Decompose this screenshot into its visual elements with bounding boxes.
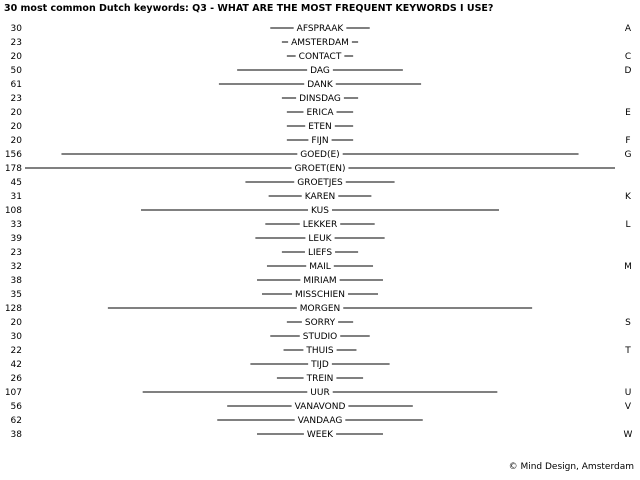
index-letter: F (625, 136, 631, 146)
count-label: 107 (4, 388, 22, 398)
keyword-label: VANDAAG (297, 416, 343, 426)
count-label: 45 (10, 178, 22, 188)
count-label: 56 (10, 402, 22, 412)
keyword-label: LIEFS (307, 248, 333, 258)
keyword-label: AMSTERDAM (291, 38, 349, 48)
keyword-label: THUIS (306, 346, 334, 356)
count-label: 30 (10, 24, 22, 34)
index-letter: E (625, 108, 631, 118)
keyword-label: VANAVOND (294, 402, 346, 412)
count-label: 22 (10, 346, 22, 356)
count-label: 50 (10, 66, 22, 76)
keyword-label: DANK (307, 80, 333, 90)
keyword-label: GOED(E) (300, 150, 340, 160)
count-label: 178 (4, 164, 22, 174)
chart-title: 30 most common Dutch keywords: Q3 - WHAT ARE THE MOST FREQUENT KEYWORDS I USE? (4, 3, 494, 14)
keyword-label: DINSDAG (299, 94, 341, 104)
keyword-label: MORGEN (299, 304, 341, 314)
keyword-label: MIRIAM (303, 276, 337, 286)
keyword-label: KUS (311, 206, 329, 216)
count-label: 20 (10, 108, 22, 118)
count-label: 156 (4, 150, 22, 160)
count-label: 39 (10, 234, 22, 244)
keyword-label: ERICA (306, 108, 334, 118)
index-letter: G (624, 150, 632, 160)
count-label: 20 (10, 122, 22, 132)
index-letter: S (625, 318, 631, 328)
keyword-label: STUDIO (302, 332, 338, 342)
keyword-label: LEUK (308, 234, 332, 244)
keyword-label: AFSPRAAK (296, 24, 344, 34)
keyword-label: LEKKER (302, 220, 338, 230)
index-letter: K (625, 192, 631, 202)
count-label: 128 (4, 304, 22, 314)
keyword-label: DAG (310, 66, 330, 76)
index-letter: U (624, 388, 632, 398)
keyword-label: GROETJES (297, 178, 343, 188)
count-label: 38 (10, 430, 22, 440)
copyright-footer: © Mind Design, Amsterdam (508, 462, 634, 472)
index-letter: V (624, 402, 632, 412)
count-label: 20 (10, 52, 22, 62)
count-label: 33 (10, 220, 22, 230)
keyword-label: MISSCHIEN (295, 290, 345, 300)
count-label: 35 (10, 290, 22, 300)
count-label: 20 (10, 318, 22, 328)
keyword-label: TIJD (311, 360, 329, 370)
keyword-label: MAIL (309, 262, 331, 272)
index-letter: L (625, 220, 631, 230)
count-label: 23 (10, 94, 22, 104)
index-letter: A (624, 24, 632, 34)
count-label: 108 (4, 206, 22, 216)
count-label: 23 (10, 38, 22, 48)
count-label: 26 (10, 374, 22, 384)
keyword-label: ETEN (308, 122, 332, 132)
count-label: 23 (10, 248, 22, 258)
count-label: 42 (10, 360, 22, 370)
count-label: 31 (10, 192, 22, 202)
index-letter: M (624, 262, 632, 272)
index-letter: W (623, 430, 633, 440)
count-label: 20 (10, 136, 22, 146)
keyword-label: GROET(EN) (294, 164, 346, 174)
index-letter: D (624, 66, 632, 76)
count-label: 62 (10, 416, 22, 426)
keyword-label: CONTACT (298, 52, 342, 62)
index-letter: C (624, 52, 632, 62)
keyword-label: WEEK (306, 430, 334, 440)
keyword-label: FIJN (311, 136, 329, 146)
count-label: 32 (10, 262, 22, 272)
keyword-label: UUR (310, 388, 330, 398)
keyword-label: KAREN (304, 192, 336, 202)
count-label: 38 (10, 276, 22, 286)
keyword-label: SORRY (304, 318, 336, 328)
count-label: 30 (10, 332, 22, 342)
keyword-label: TREIN (306, 374, 334, 384)
count-label: 61 (10, 80, 22, 90)
index-letter: T (625, 346, 631, 356)
